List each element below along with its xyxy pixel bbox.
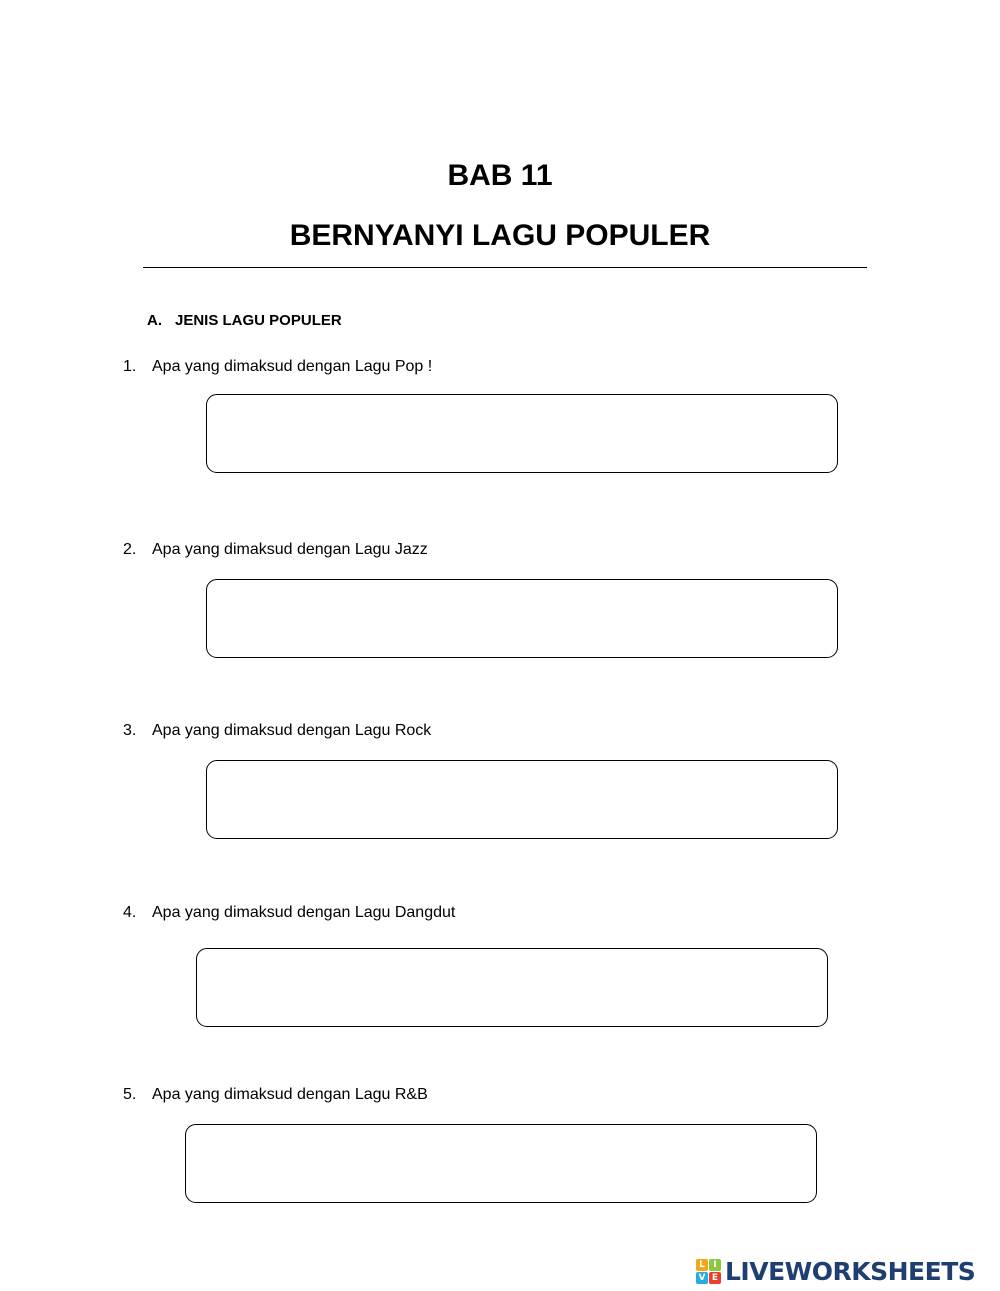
section-heading <box>147 311 342 331</box>
logo-mark-letter: E <box>709 1272 721 1284</box>
answer-box-4[interactable] <box>196 948 828 1027</box>
question-3 <box>123 721 431 741</box>
question-text: Apa yang dimaksud dengan Lagu Rock <box>152 722 432 739</box>
question-4 <box>123 903 455 923</box>
logo-mark-letter: V <box>696 1272 708 1284</box>
question-2 <box>123 540 428 560</box>
question-text: Apa yang dimaksud dengan Lagu Pop ! <box>152 358 433 375</box>
logo-mark-letter: L <box>696 1259 708 1271</box>
section-letter: A. <box>147 312 162 329</box>
title-divider <box>143 267 867 268</box>
question-number: 1. <box>123 358 137 375</box>
page-title: BERNYANYI LAGU POPULER <box>289 219 711 252</box>
question-text: Apa yang dimaksud dengan Lagu Dangdut <box>152 904 456 921</box>
question-text: Apa yang dimaksud dengan Lagu Jazz <box>152 541 428 558</box>
question-number: 3. <box>123 722 137 739</box>
answer-box-3[interactable] <box>206 760 838 839</box>
answer-box-5[interactable] <box>185 1124 817 1203</box>
question-number: 2. <box>123 541 137 558</box>
logo-mark-icon <box>696 1259 721 1284</box>
question-5 <box>123 1085 428 1105</box>
question-number: 4. <box>123 904 137 921</box>
chapter-heading: BAB 11 <box>447 159 553 192</box>
question-number: 5. <box>123 1086 137 1103</box>
logo-text: LIVEWORKSHEETS <box>725 1256 976 1286</box>
liveworksheets-logo <box>696 1256 975 1286</box>
logo-mark-letter: I <box>709 1259 721 1271</box>
section-title: JENIS LAGU POPULER <box>175 312 342 329</box>
question-text: Apa yang dimaksud dengan Lagu R&B <box>152 1086 428 1103</box>
question-1 <box>123 357 432 377</box>
answer-box-1[interactable] <box>206 394 838 473</box>
answer-box-2[interactable] <box>206 579 838 658</box>
